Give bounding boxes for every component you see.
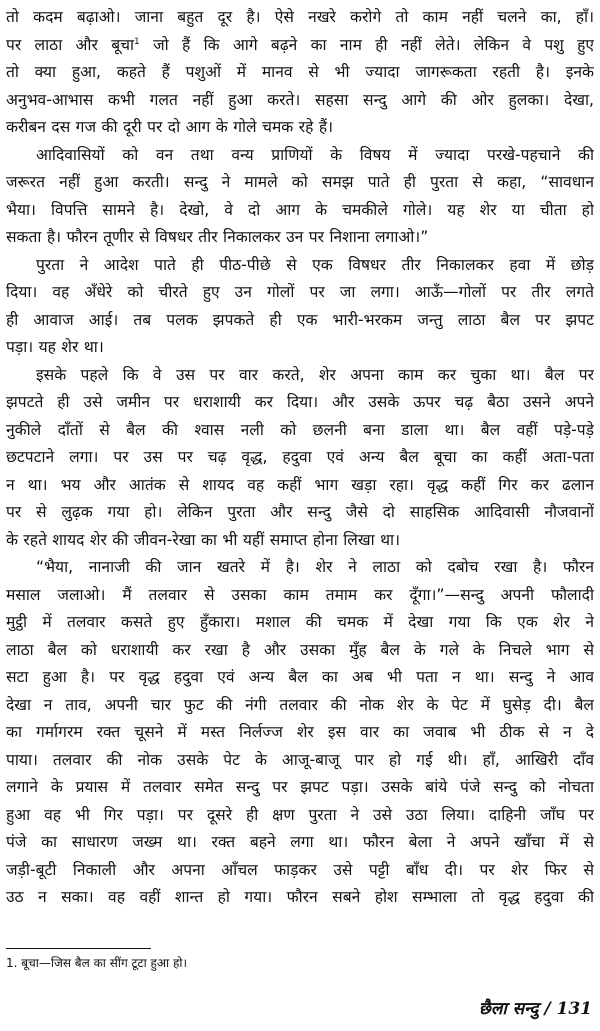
text-line: पर से लुढ़क गया हो। लेकिन पुरता और सन्दु जैसे दो साहसिक आदिवासी नौजवानों bbox=[6, 503, 594, 521]
text-line: के रहते शायद शेर की जीवन-रेखा का भी यहीं समाप्त होना लिखा था। bbox=[6, 530, 401, 549]
text-line: इसके पहले कि वे उस पर वार करते, शेर अपना काम कर चुका था। बैल पर bbox=[36, 365, 594, 384]
text-line: का गर्मागरम रक्त चूसने में मस्त निर्लज्ज शेर इस वार का जवाब भी ठीक से न दे bbox=[6, 723, 594, 741]
text-line: जड़ी-बूटी निकाली और अपना आँचल फाड़कर उसे पट्टी बाँध दी। पर शेर फिर से bbox=[6, 860, 594, 879]
text-line: लगाने के प्रयास में तलवार समेत सन्दु पर झपट पड़ा। उसके बांये पंजे सन्दु को नोचता bbox=[6, 778, 594, 796]
text-line: हुआ वह भी गिर पड़ा। पर दूसरे ही क्षण पुरता ने उसे उठा लिया। दाहिनी जाँघ पर bbox=[6, 805, 594, 824]
footnote-marker: 1 bbox=[134, 36, 140, 47]
text-line: करीबन दस गज की दूरी पर दो आग के गोले चमक रहे हैं। bbox=[6, 118, 334, 136]
text-line: भैया। विपत्ति सामने है। देखो, वे दो आग के चमकीले गोले। यह शेर या चीता हो bbox=[6, 200, 594, 219]
text-line: देखा न ताव, अपनी चार फुट की नंगी तलवार की नोक शेर के पेट में घुसेड़ दी। बैल bbox=[6, 695, 594, 714]
paragraph-4 bbox=[6, 362, 594, 555]
paragraph-2 bbox=[6, 142, 594, 252]
paragraph-1 bbox=[6, 4, 594, 142]
text-line: झपटते ही उसे जमीन पर धराशायी कर दिया। और उसके ऊपर चढ़ बैठा उसने अपने bbox=[6, 393, 594, 411]
text-line: सटा हुआ है। पर वृद्ध हदुवा एवं अन्य बैल का अब भी पता न था। सन्दु ने आव bbox=[6, 668, 594, 686]
text-line: छटपटाने लगा। पर उस पर चढ़ वृद्ध, हदुवा एवं अन्य बैल बूचा का कहीं अता-पता bbox=[6, 448, 594, 466]
text-line: पंजे का साधारण जख्म था। रक्त बहने लगा था। फौरन बेला ने अपने खाँचा में से bbox=[6, 833, 594, 851]
footnote: 1. बूचा—जिस बैल का सींग टूटा हुआ हो। bbox=[6, 956, 188, 970]
text-line: पड़ा। यह शेर था। bbox=[6, 338, 104, 356]
page-body bbox=[6, 4, 594, 912]
text-segment: जो हैं कि आगे बढ़ने का नाम ही नहीं लेते। लेकिन वे पशु हुए bbox=[139, 35, 594, 54]
text-line: आदिवासियों को वन तथा वन्य प्राणियों के विषय में ज्यादा परखे-पहचाने की bbox=[36, 145, 594, 164]
text-line: तो कदम बढ़ाओ। जाना बहुत दूर है। ऐसे नखरे करोगे तो काम नहीं चलने का, हाँ। bbox=[6, 8, 594, 26]
page-folio: छैला सन्दु / 131 bbox=[478, 999, 592, 1019]
text-line-with-footnote bbox=[6, 32, 594, 60]
text-line: मुट्ठी में तलवार कसते हुए हुँकारा। मशाल की चमक में देखा गया कि एक शेर ने bbox=[6, 613, 594, 631]
text-line: मसाल जलाओ। मैं तलवार से उसका काम तमाम कर दूँगा।”—सन्दु अपनी फौलादी bbox=[6, 585, 594, 604]
text-line: नुकीले दाँतों से बैल की श्वास नली को छलनी बना डाला था। बैल वहीं पड़े-पड़े bbox=[6, 420, 594, 439]
text-line: दिया। वह अँधेरे को चीरते हुए उन गोलों पर जा लगा। आऊँ—गोलों पर तीर लगते bbox=[6, 283, 594, 301]
footnote-divider bbox=[6, 948, 151, 949]
paragraph-5 bbox=[6, 554, 594, 912]
text-line: सकता है। फौरन तूणीर से विषधर तीर निकालकर उन पर निशाना लगाओ।” bbox=[6, 228, 429, 246]
text-line: तो क्या हुआ, कहते हैं पशुओं में मानव से भी ज्यादा जागरूकता रहती है। इनके bbox=[6, 63, 594, 81]
text-line: पुरता ने आदेश पाते ही पीठ-पीछे से एक विषधर तीर निकालकर हवा में छोड़ bbox=[36, 255, 594, 274]
paragraph-3 bbox=[6, 252, 594, 362]
text-line: पाया। तलवार की नोक उसके पेट के आजू-बाजू पार हो गई थी। हाँ, आखिरी दाँव bbox=[6, 750, 594, 769]
text-line: जरूरत नहीं हुआ करती। सन्दु ने मामले को समझ पाते ही पुरता से कहा, “सावधान bbox=[6, 173, 594, 191]
text-line: ही आवाज आई। तब पलक झपकते ही एक भारी-भरकम जन्तु लाठा बैल पर झपट bbox=[6, 310, 594, 329]
text-line: “भैया, नानाजी की जान खतरे में है। शेर ने लाठा को दबोच रखा है। फौरन bbox=[36, 558, 594, 576]
text-line: न था। भय और आतंक से शायद वह कहीं भाग खड़ा रहा। वृद्ध कहीं गिर कर ढलान bbox=[6, 475, 594, 494]
text-segment: पर लाठा और बूचा bbox=[6, 35, 135, 54]
text-line: उठ न सका। वह वहीं शान्त हो गया। फौरन सबने होश सम्भाला तो वृद्ध हदुवा की bbox=[6, 888, 594, 906]
text-line: अनुभव-आभास कभी गलत नहीं हुआ करते। सहसा सन्दु आगे की ओर हुलका। देखा, bbox=[6, 90, 594, 109]
text-line: लाठा बैल को धराशायी कर रखा है और उसका मुँह बैल के गले के निचले भाग से bbox=[6, 640, 594, 659]
